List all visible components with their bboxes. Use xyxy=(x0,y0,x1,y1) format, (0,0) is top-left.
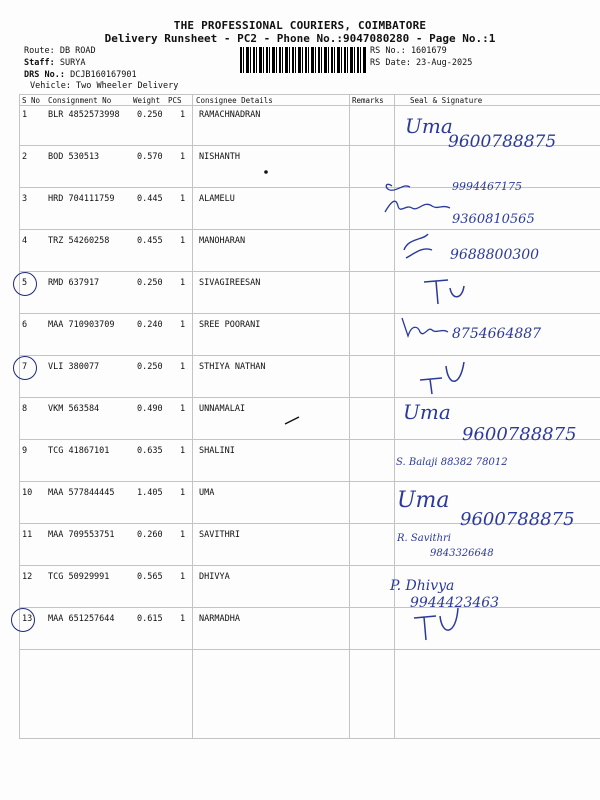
pen-circle-mark xyxy=(13,272,37,296)
handwritten-phone: 9600788875 xyxy=(460,509,575,530)
row-consignment: BLR 4852573998 xyxy=(48,110,120,120)
handwritten-phone: 9688800300 xyxy=(450,247,540,263)
row-weight: 0.570 xyxy=(137,152,163,162)
runsheet-subtitle: Delivery Runsheet - PC2 - Phone No.:9047080280 - Page No.:1 xyxy=(104,32,496,45)
row-pcs: 1 xyxy=(180,572,186,582)
signature-name: Uma xyxy=(405,114,453,138)
vehicle-label: Vehicle: Two Wheeler Delivery xyxy=(30,81,179,91)
rs-number: RS No.: 1601679 xyxy=(370,46,447,56)
table-border-left xyxy=(19,94,20,739)
signature-name: R. Savithri xyxy=(397,533,451,544)
row-weight: 0.250 xyxy=(137,362,163,372)
row-weight: 0.565 xyxy=(137,572,163,582)
row-divider xyxy=(19,565,600,566)
drs-line xyxy=(24,70,137,80)
row-pcs: 1 xyxy=(180,194,186,204)
row-consignee: SHALINI xyxy=(199,446,235,456)
signature-name: Uma xyxy=(397,488,450,513)
row-divider xyxy=(19,313,600,314)
row-weight: 0.455 xyxy=(137,236,163,246)
row-consignee: DHIVYA xyxy=(199,572,230,582)
row-weight: 0.260 xyxy=(137,530,163,540)
row-consignment: HRD 704111759 xyxy=(48,194,115,204)
row-consignee: MANOHARAN xyxy=(199,236,246,246)
row-divider xyxy=(19,607,600,608)
stray-pen-mark xyxy=(283,414,303,426)
col-consignee: Consignee Details xyxy=(196,96,273,105)
row-consignee: SAVITHRI xyxy=(199,530,240,540)
row-consignee: RAMACHNADRAN xyxy=(199,110,261,120)
column-divider xyxy=(192,94,193,739)
signature-name: P. Dhivya xyxy=(390,578,455,594)
signature-scribble xyxy=(398,312,458,348)
handwritten-phone: 9360810565 xyxy=(452,212,535,227)
col-remarks: Remarks xyxy=(352,96,384,105)
row-weight: 0.240 xyxy=(137,320,163,330)
row-pcs: 1 xyxy=(180,110,186,120)
row-consignment: RMD 637917 xyxy=(48,278,100,288)
row-sno: 13 xyxy=(22,614,33,624)
col-pcs: PCS xyxy=(168,96,182,105)
row-pcs: 1 xyxy=(180,446,186,456)
route-label: Route: DB ROAD xyxy=(24,46,96,56)
row-consignee: UNNAMALAI xyxy=(199,404,246,414)
header-divider xyxy=(19,105,600,106)
row-consignment: MAA 577844445 xyxy=(48,488,115,498)
row-consignee: ALAMELU xyxy=(199,194,235,204)
col-weight: Weight xyxy=(133,96,161,105)
row-consignment: MAA 651257644 xyxy=(48,614,115,624)
signature-scribble xyxy=(410,600,470,644)
staff-value: SURYA xyxy=(59,58,86,68)
row-pcs: 1 xyxy=(180,530,186,540)
pen-circle-mark xyxy=(13,356,37,380)
row-consignment: MAA 710903709 xyxy=(48,320,115,330)
col-sno: S No xyxy=(22,96,41,105)
handwritten-phone: 8754664887 xyxy=(452,326,542,342)
row-pcs: 1 xyxy=(180,236,186,246)
handwritten-phone: 9600788875 xyxy=(448,132,557,152)
row-consignee: UMA xyxy=(199,488,215,498)
row-sno: 10 xyxy=(22,488,33,498)
row-sno: 11 xyxy=(22,530,33,540)
handwritten-note: S. Balaji 88382 78012 xyxy=(396,457,508,468)
row-consignee: NARMADHA xyxy=(199,614,240,624)
col-consignment: Consignment No xyxy=(48,96,112,105)
drs-value: DCJB160167901 xyxy=(70,70,137,80)
row-weight: 0.250 xyxy=(137,278,163,288)
row-consignment: MAA 709553751 xyxy=(48,530,115,540)
row-sno: 9 xyxy=(22,446,28,456)
row-consignee: SREE POORANI xyxy=(199,320,261,330)
signature-scribble xyxy=(416,356,476,396)
signature-scribble xyxy=(398,228,458,268)
staff-label: Staff: xyxy=(24,58,55,68)
row-consignment: TRZ 54260258 xyxy=(48,236,110,246)
handwritten-phone: 9994467175 xyxy=(452,180,522,193)
row-consignment: VKM 563584 xyxy=(48,404,100,414)
row-sno: 2 xyxy=(22,152,28,162)
row-consignee: NISHANTH xyxy=(199,152,240,162)
row-pcs: 1 xyxy=(180,152,186,162)
company-title: THE PROFESSIONAL COURIERS, COIMBATORE xyxy=(173,19,427,32)
row-sno: 8 xyxy=(22,404,28,414)
row-sno: 12 xyxy=(22,572,33,582)
row-consignment: BOD 530513 xyxy=(48,152,100,162)
signature-scribble xyxy=(380,170,460,225)
rs-date: RS Date: 23-Aug-2025 xyxy=(370,58,473,68)
row-sno: 3 xyxy=(22,194,28,204)
row-pcs: 1 xyxy=(180,278,186,288)
staff-line xyxy=(24,58,85,68)
handwritten-phone: 9944423463 xyxy=(410,595,500,611)
row-divider xyxy=(19,397,600,398)
row-divider xyxy=(19,229,600,230)
handwritten-phone: 9843326648 xyxy=(430,548,494,559)
column-divider xyxy=(349,94,350,739)
row-consignee: SIVAGIREESAN xyxy=(199,278,261,288)
table-border-bottom xyxy=(19,738,600,739)
handwritten-phone: 9600788875 xyxy=(462,424,577,445)
row-weight: 0.445 xyxy=(137,194,163,204)
row-divider xyxy=(19,481,600,482)
row-weight: 0.250 xyxy=(137,110,163,120)
row-sno: 6 xyxy=(22,320,28,330)
row-weight: 0.635 xyxy=(137,446,163,456)
row-pcs: 1 xyxy=(180,404,186,414)
row-sno: 4 xyxy=(22,236,28,246)
col-seal-signature: Seal & Signature xyxy=(410,96,483,105)
row-sno: 7 xyxy=(22,362,28,372)
row-consignee: STHIYA NATHAN xyxy=(199,362,266,372)
barcode xyxy=(240,47,366,73)
row-pcs: 1 xyxy=(180,614,186,624)
table-border-top xyxy=(19,94,600,95)
row-divider xyxy=(19,649,600,650)
row-sno: 1 xyxy=(22,110,28,120)
row-weight: 0.615 xyxy=(137,614,163,624)
row-consignment: VLI 380077 xyxy=(48,362,100,372)
row-consignment: TCG 50929991 xyxy=(48,572,110,582)
row-pcs: 1 xyxy=(180,362,186,372)
row-consignment: TCG 41867101 xyxy=(48,446,110,456)
row-sno: 5 xyxy=(22,278,28,288)
row-divider xyxy=(19,271,600,272)
stray-pen-mark xyxy=(262,168,270,176)
drs-label: DRS No.: xyxy=(24,70,65,80)
row-weight: 0.490 xyxy=(137,404,163,414)
row-divider xyxy=(19,355,600,356)
pen-circle-mark xyxy=(11,608,35,632)
row-pcs: 1 xyxy=(180,488,186,498)
row-pcs: 1 xyxy=(180,320,186,330)
signature-name: Uma xyxy=(403,400,451,424)
signature-scribble xyxy=(418,270,478,310)
row-weight: 1.405 xyxy=(137,488,163,498)
